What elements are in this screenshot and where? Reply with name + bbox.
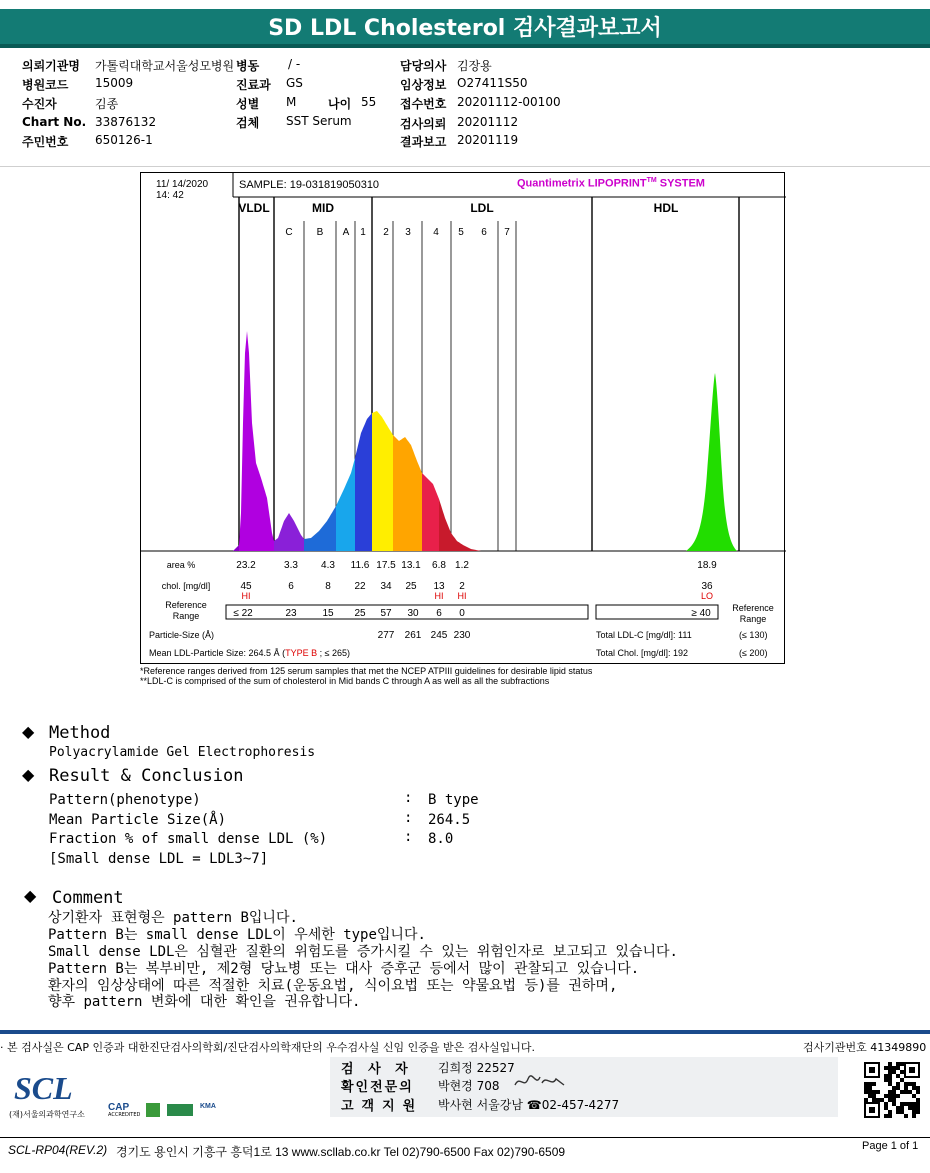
row-label: Reference xyxy=(732,603,774,613)
band-area xyxy=(422,473,439,551)
chart-frame xyxy=(141,173,786,619)
band-label: 5 xyxy=(458,227,464,238)
result-value: B type xyxy=(428,792,479,808)
qr-cell xyxy=(868,1082,872,1086)
qr-cell xyxy=(912,1094,916,1098)
band-area xyxy=(355,413,372,551)
qr-cell xyxy=(912,1114,916,1118)
qr-cell xyxy=(884,1106,888,1110)
qr-cell xyxy=(896,1110,900,1114)
cert-logo-icon xyxy=(146,1103,160,1117)
particle-label: Particle-Size (Å) xyxy=(149,630,215,640)
qr-cell xyxy=(888,1074,892,1078)
particle-value: 230 xyxy=(453,630,471,641)
specimen-label: 검체 xyxy=(236,116,260,130)
chart-no-label: Chart No. xyxy=(22,115,87,129)
receipt-value: 20201112-00100 xyxy=(457,95,561,109)
qr-cell xyxy=(892,1066,896,1070)
qr-cell xyxy=(904,1086,908,1090)
chart-labels xyxy=(149,201,774,658)
qr-cell xyxy=(868,1094,872,1098)
ref-value-hdl: ≥ 40 xyxy=(691,608,711,619)
ref-value: 57 xyxy=(380,608,392,619)
chart-curves xyxy=(233,331,737,551)
band-label: 4 xyxy=(433,227,439,238)
support-value: 박사현 서울강남 ☎02-457-4277 xyxy=(438,1098,620,1112)
hdl-peak xyxy=(686,373,737,551)
result-key: Mean Particle Size(Å) xyxy=(49,812,227,828)
total-chol-ref: (≤ 200) xyxy=(739,648,768,658)
chol-value: 36 xyxy=(701,581,713,592)
ref-value: 15 xyxy=(322,608,334,619)
band-label: 7 xyxy=(504,227,510,238)
particle-value: 245 xyxy=(430,630,448,641)
flag-label: HI xyxy=(457,591,467,601)
footnote-1: *Reference ranges derived from 125 serum samples that met the NCEP ATPIII guidelines for desirable lipid status xyxy=(140,666,593,676)
qr-cell xyxy=(912,1102,916,1106)
qr-cell xyxy=(896,1106,900,1110)
area-value: 17.5 xyxy=(376,560,396,571)
footer-divider xyxy=(0,1030,930,1034)
group-label: MID xyxy=(312,201,334,215)
band-label: A xyxy=(342,227,350,238)
qr-cell xyxy=(869,1067,875,1073)
qr-cell xyxy=(916,1098,920,1102)
total-ldl-ref: (≤ 130) xyxy=(739,630,768,640)
qr-cell xyxy=(872,1090,876,1094)
ref-value: 23 xyxy=(285,608,297,619)
particle-value: 277 xyxy=(377,630,395,641)
qr-cell xyxy=(896,1074,900,1078)
area-value: 23.2 xyxy=(236,560,256,571)
comment-line: 상기환자 표현형은 pattern B입니다. xyxy=(48,910,298,926)
qr-cell xyxy=(888,1082,892,1086)
area-value: 13.1 xyxy=(401,560,421,571)
hosp-code-value: 15009 xyxy=(95,76,134,90)
chol-value: 45 xyxy=(240,581,252,592)
diamond-icon: ◆ xyxy=(24,886,37,905)
lipoprint-svg xyxy=(141,173,786,665)
qr-cell xyxy=(900,1070,904,1074)
band-label: 2 xyxy=(383,227,389,238)
band-area xyxy=(393,435,422,551)
group-label: HDL xyxy=(653,201,679,215)
ref-value: ≤ 22 xyxy=(233,608,253,619)
lipoprint-chart xyxy=(140,172,785,664)
band-label: 6 xyxy=(481,227,487,238)
comment-title: Comment xyxy=(52,888,124,908)
ref-value: 6 xyxy=(436,608,442,619)
qr-cell xyxy=(912,1082,916,1086)
brand-name: Quantimetrix LIPOPRINT xyxy=(517,177,647,190)
chol-value: 22 xyxy=(354,581,366,592)
ref-value: 0 xyxy=(459,608,465,619)
id-value: 650126-1 xyxy=(95,133,153,147)
qr-cell xyxy=(916,1110,920,1114)
qr-cell xyxy=(892,1098,896,1102)
qr-cell xyxy=(912,1086,916,1090)
qr-cell xyxy=(864,1082,868,1086)
result-note: [Small dense LDL = LDL3~7] xyxy=(49,851,269,867)
qr-cell xyxy=(916,1102,920,1106)
cap-note: · 본 검사실은 CAP 인증과 대한진단검사의학회/진단검사의학재단의 우수검사실 신임 인증을 받은 검사실입니다. xyxy=(0,1041,536,1054)
qr-cell xyxy=(888,1062,892,1066)
qr-cell xyxy=(896,1066,900,1070)
qr-cell xyxy=(900,1106,904,1110)
sample-id: SAMPLE: 19-031819050310 xyxy=(239,179,380,191)
qr-cell xyxy=(900,1062,904,1066)
result-value: 264.5 xyxy=(428,812,471,828)
band-area xyxy=(239,331,274,551)
mean-ldl xyxy=(149,648,350,658)
method-text: Polyacrylamide Gel Electrophoresis xyxy=(49,745,316,760)
result-sep: : xyxy=(404,829,413,845)
result-value: 8.0 xyxy=(428,831,454,847)
chol-value: 6 xyxy=(288,581,294,592)
area-value: 3.3 xyxy=(284,560,298,571)
qr-cell xyxy=(900,1102,904,1106)
qr-cell xyxy=(900,1110,904,1114)
qr-cell xyxy=(884,1066,888,1070)
physician-value: 김장용 xyxy=(457,59,492,73)
scl-logo: SCL xyxy=(14,1070,73,1106)
row-label: Reference xyxy=(165,600,207,610)
physician-label: 담당의사 xyxy=(400,59,447,73)
qr-cell xyxy=(872,1082,876,1086)
request-label: 검사의뢰 xyxy=(400,117,447,131)
report-date-value: 20201119 xyxy=(457,133,519,147)
qr-cell xyxy=(884,1074,888,1078)
hospital-label: 의뢰기관명 xyxy=(22,59,80,73)
qr-cell xyxy=(880,1098,884,1102)
flag-label: HI xyxy=(241,591,251,601)
form-id: SCL-RP04(REV.2) xyxy=(8,1143,108,1157)
qr-cell xyxy=(868,1086,872,1090)
flag-label: LO xyxy=(700,591,714,601)
area-value: 4.3 xyxy=(321,560,335,571)
method-title: Method xyxy=(49,723,111,743)
band-area xyxy=(372,411,393,551)
row-label: area % xyxy=(166,560,196,570)
org-number: 검사기관번호 41349890 xyxy=(803,1041,927,1054)
ward-value: / - xyxy=(288,57,301,71)
band-area xyxy=(336,458,355,551)
brand-label xyxy=(517,177,705,190)
qr-cell xyxy=(892,1090,896,1094)
band-label: 3 xyxy=(405,227,411,238)
flag-label: HI xyxy=(434,591,444,601)
qr-cell xyxy=(869,1107,875,1113)
qr-cell xyxy=(892,1094,896,1098)
comment-line: Pattern B는 small dense LDL이 우세한 type입니다. xyxy=(48,927,426,943)
age-value: 55 xyxy=(361,95,377,109)
qr-cell xyxy=(908,1090,912,1094)
band-area xyxy=(439,499,486,551)
area-value: 6.8 xyxy=(432,560,446,571)
qr-cell xyxy=(904,1114,908,1118)
support-label: 고객지원 xyxy=(341,1099,424,1114)
qr-cell xyxy=(864,1086,868,1090)
row-label: Range xyxy=(739,614,767,624)
row-label: Range xyxy=(172,611,200,621)
qr-cell xyxy=(864,1090,868,1094)
chol-value: 8 xyxy=(325,581,331,592)
qr-cell xyxy=(888,1066,892,1070)
band-label: C xyxy=(285,227,293,238)
comment-line: Small dense LDL은 심혈관 질환의 위험도를 증가시킬 수 있는 위험인자로 보고되고 있습니다. xyxy=(48,944,678,960)
qr-cell xyxy=(909,1067,915,1073)
receipt-label: 접수번호 xyxy=(400,97,447,111)
age-label: 나이 xyxy=(328,97,352,111)
qr-cell xyxy=(872,1098,876,1102)
result-title: Result & Conclusion xyxy=(49,766,244,786)
diamond-icon: ◆ xyxy=(22,722,35,741)
total-ldl: Total LDL-C [mg/dl]: 111 xyxy=(596,630,692,640)
dept-label: 진료과 xyxy=(236,78,271,92)
cap-accredited: ACCREDITED xyxy=(108,1112,141,1118)
qr-cell xyxy=(896,1094,900,1098)
cap-logo: CAP xyxy=(108,1102,130,1113)
qr-cell xyxy=(892,1070,896,1074)
particle-value: 261 xyxy=(404,630,422,641)
qr-cell xyxy=(904,1082,908,1086)
qr-cell xyxy=(896,1086,900,1090)
clinical-value: O27411S50 xyxy=(457,76,528,90)
qr-cell xyxy=(864,1098,868,1102)
chart-date: 11/ 14/2020 xyxy=(156,179,209,190)
qr-cell xyxy=(900,1078,904,1082)
qr-cell xyxy=(896,1082,900,1086)
signature-mark xyxy=(512,1071,568,1093)
qr-code-icon xyxy=(864,1062,920,1118)
qr-cell xyxy=(908,1102,912,1106)
qr-cell xyxy=(884,1114,888,1118)
group-label: LDL xyxy=(470,201,494,215)
qr-cell xyxy=(908,1082,912,1086)
header-divider xyxy=(0,166,930,167)
ward-label: 병동 xyxy=(236,59,260,73)
band-area xyxy=(233,545,239,551)
band-area xyxy=(304,506,336,551)
qr-cell xyxy=(876,1090,880,1094)
brand-system: SYSTEM xyxy=(656,177,705,190)
qr-cell xyxy=(868,1090,872,1094)
band-label: B xyxy=(316,227,324,238)
band-label: 1 xyxy=(360,227,366,238)
type-label: TYPE B xyxy=(285,648,318,658)
result-key: Fraction % of small dense LDL (%) xyxy=(49,831,328,847)
comment-line: 환자의 임상상태에 따른 적절한 치료(운동요법, 식이요법 또는 약물요법 등)를 권하며, xyxy=(48,978,618,994)
qr-cell xyxy=(888,1070,892,1074)
qr-cell xyxy=(916,1086,920,1090)
address: 경기도 용인시 기흥구 흥덕1로 13 www.scllab.co.kr Tel 02)790-6500 Fax 02)790-6509 xyxy=(116,1145,566,1159)
band-area xyxy=(274,513,304,551)
qr-cell xyxy=(900,1090,904,1094)
examiner-label: 검 사 자 xyxy=(341,1062,413,1077)
result-sep: : xyxy=(404,810,413,826)
chol-value: 2 xyxy=(459,581,465,592)
examiner-value: 김희정 22527 xyxy=(438,1061,515,1075)
confirm-label: 확인전문의 xyxy=(341,1080,414,1095)
sex-value: M xyxy=(286,95,297,109)
qr-cell xyxy=(916,1090,920,1094)
footnote-2: **LDL-C is comprised of the sum of cholesterol in Mid bands C through A as well as all the subfractions xyxy=(140,676,550,686)
area-value: 18.9 xyxy=(697,560,717,571)
brand-tm: TM xyxy=(646,177,657,184)
chol-value: 25 xyxy=(405,581,417,592)
examinee-label: 수진자 xyxy=(22,97,57,111)
result-key: Pattern(phenotype) xyxy=(49,792,201,808)
total-chol: Total Chol. [mg/dl]: 192 xyxy=(596,648,689,658)
area-value: 11.6 xyxy=(350,560,370,571)
qr-cell xyxy=(872,1094,876,1098)
footer-line xyxy=(0,1137,930,1138)
qr-cell xyxy=(892,1102,896,1106)
kma-logo: KMA xyxy=(200,1103,216,1110)
qr-cell xyxy=(916,1106,920,1110)
qr-cell xyxy=(888,1094,892,1098)
clinical-label: 임상정보 xyxy=(400,78,447,92)
report-date-label: 결과보고 xyxy=(400,135,447,149)
qr-cell xyxy=(884,1102,888,1106)
ref-value: 30 xyxy=(407,608,419,619)
diamond-icon: ◆ xyxy=(22,765,35,784)
qr-cell xyxy=(888,1090,892,1094)
qr-cell xyxy=(888,1114,892,1118)
qr-cell xyxy=(904,1102,908,1106)
mean-ldl-text: Mean LDL-Particle Size: 264.5 Å ( xyxy=(149,648,286,658)
qr-cell xyxy=(888,1078,892,1082)
scl-logo-sub: (재)서울의과학연구소 xyxy=(9,1110,85,1119)
qr-cell xyxy=(896,1062,900,1066)
comment-line: 향후 pattern 변화에 대한 확인을 권유합니다. xyxy=(48,994,361,1010)
row-label: chol. [mg/dl] xyxy=(161,581,211,591)
area-value: 1.2 xyxy=(455,560,469,571)
chol-value: 34 xyxy=(380,581,392,592)
request-value: 20201112 xyxy=(457,115,519,129)
qr-cell xyxy=(904,1090,908,1094)
qr-cell xyxy=(884,1094,888,1098)
id-label: 주민번호 xyxy=(22,135,69,149)
examinee-value: 김종 xyxy=(95,97,119,111)
group-label: VLDL xyxy=(238,201,270,215)
qr-cell xyxy=(912,1110,916,1114)
qr-cell xyxy=(888,1098,892,1102)
specimen-value: SST Serum xyxy=(286,114,352,128)
qr-cell xyxy=(876,1098,880,1102)
dept-value: GS xyxy=(286,76,303,90)
hospital-value: 가톨릭대학교서울성모병원 xyxy=(95,59,235,73)
confirm-value: 박현경 708 xyxy=(438,1079,500,1093)
chart-no-value: 33876132 xyxy=(95,115,157,129)
qr-cell xyxy=(892,1086,896,1090)
hosp-code-label: 병원코드 xyxy=(22,78,69,92)
qr-cell xyxy=(884,1078,888,1082)
chart-time: 14: 42 xyxy=(156,190,184,201)
page-number: Page 1 of 1 xyxy=(862,1140,919,1152)
qr-cell xyxy=(912,1106,916,1110)
qr-cell xyxy=(888,1110,892,1114)
sex-label: 성별 xyxy=(236,97,260,111)
qr-cell xyxy=(908,1106,912,1110)
ref-value: 25 xyxy=(354,608,366,619)
report-title: SD LDL Cholesterol 검사결과보고서 xyxy=(0,9,930,48)
chol-value: 13 xyxy=(433,581,445,592)
comment-line: Pattern B는 복부비만, 제2형 당뇨병 또는 대사 증후군 등에서 많이 관찰되고 있습니다. xyxy=(48,961,640,977)
result-sep: : xyxy=(404,790,413,806)
mean-ldl-ref: ; ≤ 265) xyxy=(317,648,351,658)
cert-logo-icon xyxy=(167,1104,193,1116)
